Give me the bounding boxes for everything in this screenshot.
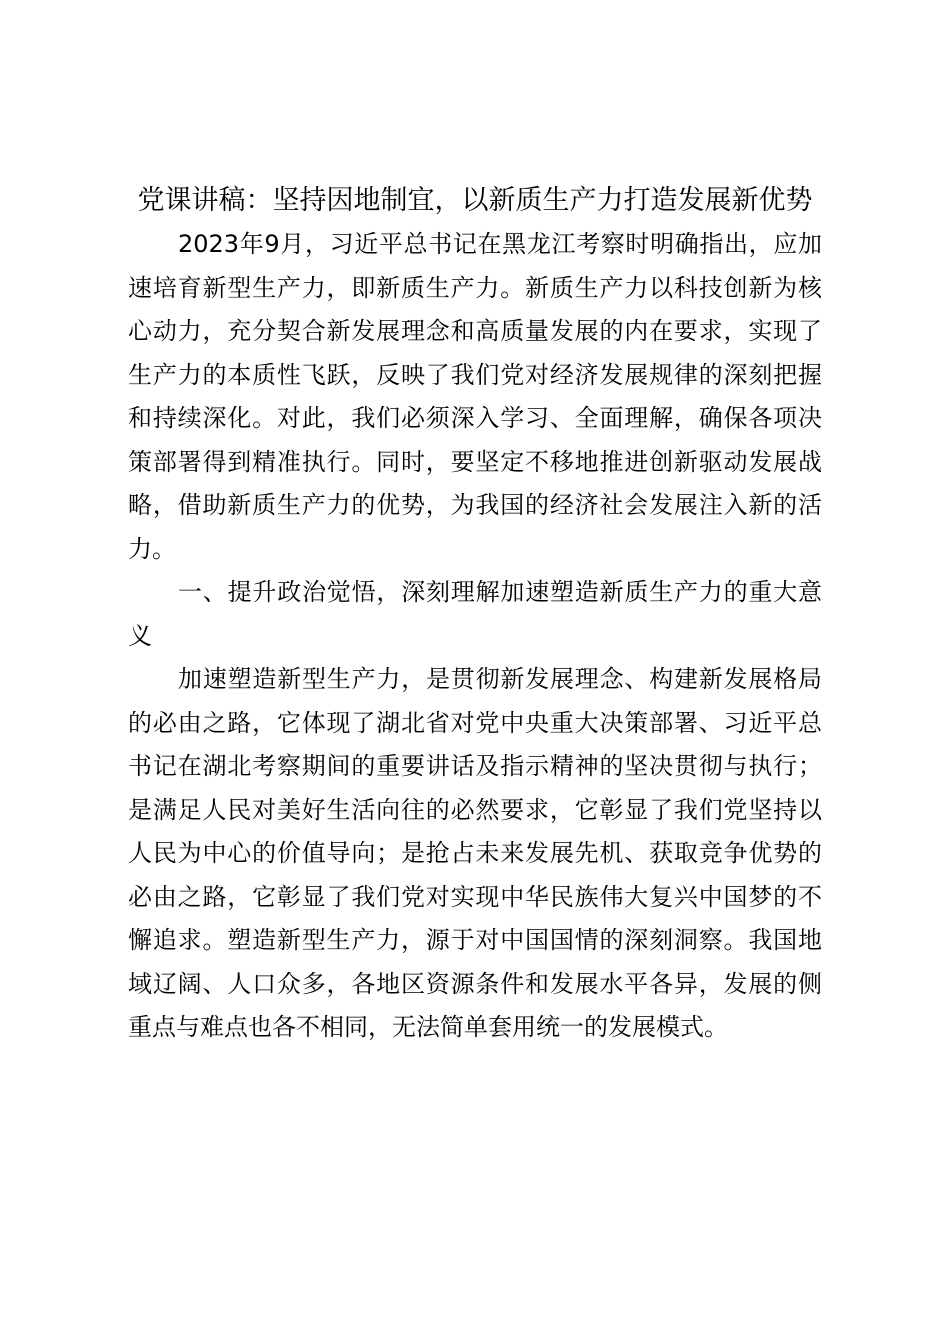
section-1-paragraph: 加速塑造新型生产力，是贯彻新发展理念、构建新发展格局的必由之路，它体现了湖北省对党中央重大决策部署、习近平总书记在湖北考察期间的重要讲话及指示精神的坚决贯彻与执行；是满足人民对美好生活向往的必然要求，它彰显了我们党坚持以人民为中心的价值导向；是抢占未来发展先机、获取竞争优势的必由之路，它彰显了我们党对实现中华民族伟大复兴中国梦的不懈追求。塑造新型生产力，源于对中国国情的深刻洞察。我国地域辽阔、人口众多，各地区资源条件和发展水平各异，发展的侧重点与难点也各不相同，无法简单套用统一的发展模式。 bbox=[128, 665, 822, 1041]
document-page bbox=[128, 178, 822, 1050]
intro-paragraph: 2023年9月，习近平总书记在黑龙江考察时明确指出，应加速培育新型生产力，即新质生产力。新质生产力以科技创新为核心动力，充分契合新发展理念和高质量发展的内在要求，实现了生产力的本质性飞跃，反映了我们党对经济发展规律的深刻把握和持续深化。对此，我们必须深入学习、全面理解，确保各项决策部署得到精准执行。同时，要坚定不移地推进创新驱动发展战略，借助新质生产力的优势，为我国的经济社会发展注入新的活力。 bbox=[128, 230, 822, 563]
document-title: 党课讲稿：坚持因地制宜，以新质生产力打造发展新优势 bbox=[137, 185, 813, 216]
section-heading-1: 一、提升政治觉悟，深刻理解加速塑造新质生产力的重大意义 bbox=[128, 578, 822, 650]
